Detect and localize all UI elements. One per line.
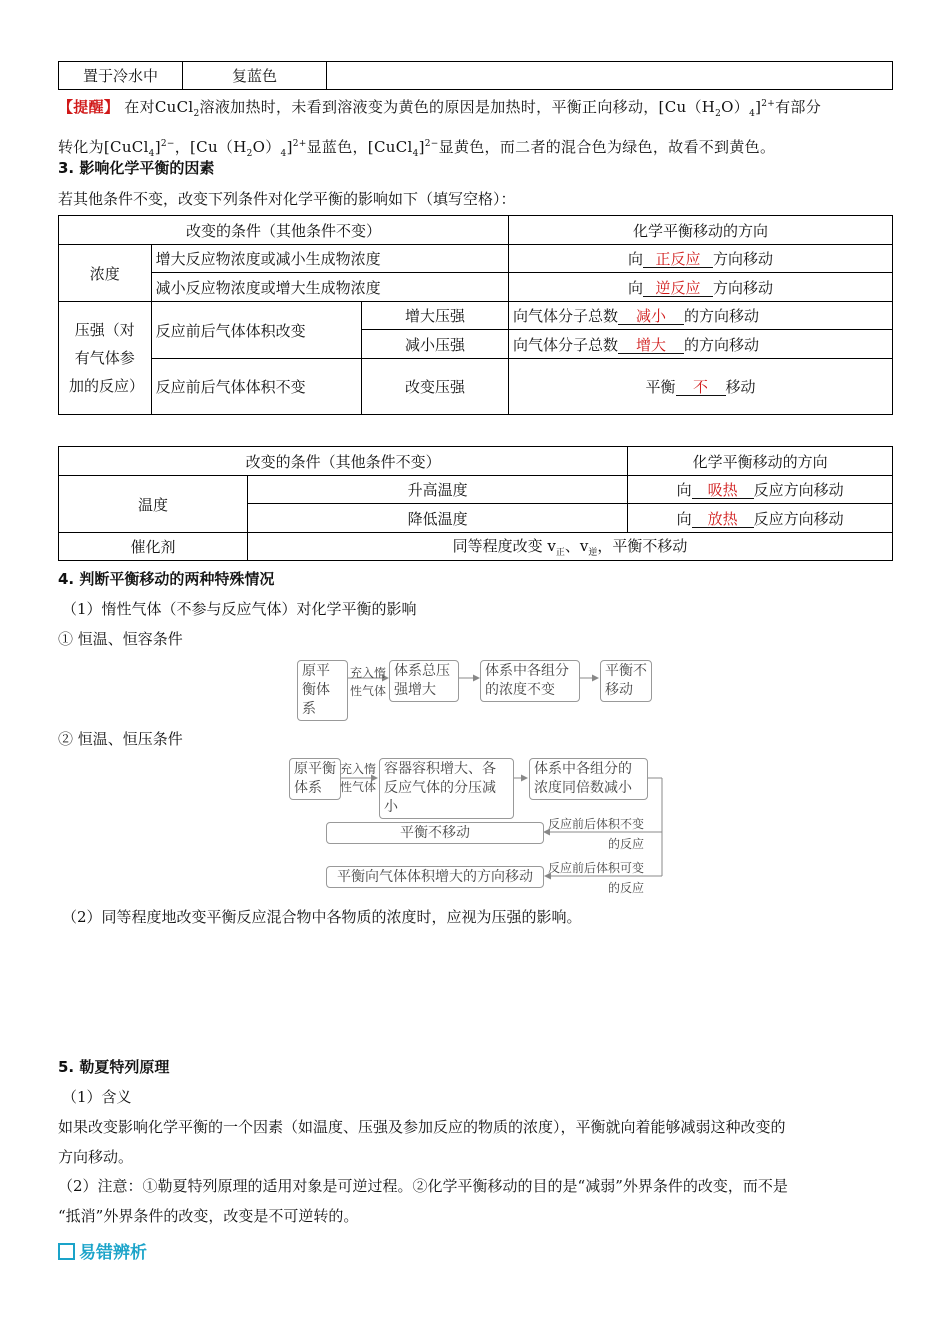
gas-prefix: 向气体分子总数 <box>513 307 619 325</box>
catalyst-text: ，平衡不移动 <box>597 537 688 555</box>
blank-endo <box>692 482 754 499</box>
dec-pressure-direction <box>509 330 893 359</box>
dir-suffix: 反应方向移动 <box>753 481 844 499</box>
flow1-arrow-label: 充入惰性气体 <box>350 666 387 698</box>
section5-note <box>58 1171 890 1231</box>
answer-exo: 放热 <box>707 509 738 528</box>
flow2-concentration-decrease: 体系中各组分的浓度同倍数减小 <box>529 758 648 800</box>
top-cell-condition: 置于冷水中 <box>59 62 183 90</box>
raise-temp-label: 升高温度 <box>248 476 628 504</box>
answer-endo: 吸热 <box>707 481 738 499</box>
section4-sub2: （2）同等程度地改变平衡反应混合物中各物质的浓度时，应视为压强的影响。 <box>62 908 582 926</box>
reminder-text: 溶液加热时，未看到溶液变为黄色的原因是加热时，平衡正向移动，[Cu（H <box>199 98 716 116</box>
flow2-arrow-label: 充入惰性气体 <box>340 762 377 794</box>
answer-decrease: 减小 <box>636 307 667 325</box>
subscript: 2 <box>246 149 253 159</box>
subscript: 4 <box>749 109 756 119</box>
blank-reverse <box>643 280 713 297</box>
meaning-text: 方向移动。 <box>58 1148 134 1166</box>
catalyst-label: 催化剂 <box>59 533 248 561</box>
flow2-cond-unchanged-volume: 反应前后体积不变的反应 <box>548 817 645 851</box>
reminder-text: ，[Cu（H <box>174 138 247 156</box>
answer-reverse: 逆反应 <box>655 278 701 297</box>
flow1-no-shift: 平衡不移动 <box>600 660 652 702</box>
dir-prefix: 向 <box>676 509 692 528</box>
superscript: 2+ <box>292 139 307 149</box>
reminder-text: 有部分 <box>775 98 822 116</box>
dec-pressure-label: 减小压强 <box>362 330 509 359</box>
section5-title: 5. 勒夏特列原理 <box>58 1058 170 1076</box>
catalyst-effect <box>248 533 893 561</box>
superscript: 2− <box>160 139 175 149</box>
top-cell-color: 复蓝色 <box>183 62 327 90</box>
conc-row2-condition: 减小反应物浓度或增大生成物浓度 <box>151 273 508 302</box>
pressure-label: 压强（对有气体参加的反应） <box>59 302 152 415</box>
dir-suffix: 方向移动 <box>713 278 774 297</box>
reminder-text: 在对 <box>124 98 155 116</box>
section3-intro: 若其他条件不变，改变下列条件对化学平衡的影响如下（填写空格）： <box>58 190 516 208</box>
flow2-volume-increase: 容器容积增大、各反应气体的分压减小 <box>379 758 514 819</box>
inc-pressure-label: 增大压强 <box>362 302 509 330</box>
reminder-text: O） <box>721 98 750 116</box>
section4-title: 4. 判断平衡移动的两种特殊情况 <box>58 570 275 588</box>
subscript: 逆 <box>588 548 598 558</box>
balance-suffix: 移动 <box>725 378 756 396</box>
flow1-original-system: 原平衡体系 <box>297 660 348 721</box>
subscript: 4 <box>280 149 287 159</box>
balance-prefix: 平衡 <box>645 378 676 396</box>
answer-forward: 正反应 <box>655 250 701 268</box>
section5-meaning <box>58 1112 890 1172</box>
inc-pressure-direction <box>509 302 893 330</box>
top-table <box>58 61 893 90</box>
table1-header-direction: 化学平衡移动的方向 <box>509 216 893 245</box>
reminder-text: ] <box>286 138 293 156</box>
superscript: 2+ <box>761 99 776 109</box>
table2-header-direction: 化学平衡移动的方向 <box>628 447 893 476</box>
reminder-text: 显蓝色，[CuCl <box>306 138 413 156</box>
gas-suffix: 的方向移动 <box>684 335 760 354</box>
case1-label: ① 恒温、恒容条件 <box>58 630 183 648</box>
blank-increase <box>618 337 684 354</box>
top-cell-empty <box>327 62 893 90</box>
reminder-text: ] <box>755 98 762 116</box>
section3-title: 3. 影响化学平衡的因素 <box>58 159 215 177</box>
reminder-text: 显黄色，而二者的混合色为绿色，故看不到黄色。 <box>438 138 776 156</box>
section5-sub1: （1）含义 <box>62 1088 132 1106</box>
catalyst-text: 、v <box>564 537 589 555</box>
gas-suffix: 的方向移动 <box>684 307 760 325</box>
subscript: 4 <box>148 149 155 159</box>
formula-cucl2: CuCl <box>154 98 194 116</box>
flow2-result-no-shift: 平衡不移动 <box>326 822 544 844</box>
reminder-text: ] <box>154 138 161 156</box>
dir-suffix: 方向移动 <box>713 250 774 268</box>
flow1-concentration-unchanged: 体系中各组分的浓度不变 <box>480 660 580 702</box>
note-text: “抵消”外界条件的改变，改变是不可逆转的。 <box>58 1207 359 1225</box>
change-pressure-label: 改变压强 <box>362 359 509 415</box>
dir-prefix: 向 <box>627 278 643 297</box>
answer-no: 不 <box>692 378 708 396</box>
section4-sub1: （1）惰性气体（不参与反应气体）对化学平衡的影响 <box>62 600 417 618</box>
reminder-text: 转化为[CuCl <box>58 138 149 156</box>
dir-suffix: 反应方向移动 <box>753 509 844 528</box>
case2-label: ② 恒温、恒压条件 <box>58 730 183 748</box>
vol-change-label: 反应前后气体体积改变 <box>151 302 361 359</box>
note-text: （2）注意：①勒夏特列原理的适用对象是可逆过程。②化学平衡移动的目的是“减弱”外界条件的改变，而不是 <box>58 1177 788 1195</box>
reminder-text: O） <box>252 138 281 156</box>
concentration-label: 浓度 <box>59 245 152 302</box>
flow1-pressure-increase: 体系总压强增大 <box>389 660 459 702</box>
gas-prefix: 向气体分子总数 <box>513 335 619 354</box>
blank-decrease <box>618 308 684 325</box>
checkbox-square-icon <box>58 1243 75 1260</box>
raise-temp-direction <box>628 476 893 504</box>
flow2-cond-variable-volume: 反应前后体积可变的反应 <box>548 861 645 895</box>
conc-row1-condition: 增大反应物浓度或减小生成物浓度 <box>151 245 508 273</box>
vol-nochange-label: 反应前后气体体积不变 <box>151 359 361 415</box>
subscript: 2 <box>715 109 722 119</box>
reminder-text: ] <box>418 138 425 156</box>
meaning-text: 如果改变影响化学平衡的一个因素（如温度、压强及参加反应的物质的浓度），平衡就向着能够减弱这种改变的 <box>58 1118 786 1136</box>
factors-table <box>58 215 893 415</box>
pitfall-title: 易错辨析 <box>79 1243 147 1263</box>
temperature-label: 温度 <box>59 476 248 533</box>
reminder-label: 【提醒】 <box>58 98 120 116</box>
subscript: 正 <box>555 548 565 558</box>
conc-row2-direction <box>509 273 893 302</box>
catalyst-text: 同等程度改变 v <box>452 537 556 555</box>
dir-prefix: 向 <box>676 481 692 499</box>
flow2-original-system: 原平衡体系 <box>289 758 341 800</box>
lower-temp-direction <box>628 504 893 533</box>
superscript: 2− <box>424 139 439 149</box>
change-pressure-direction <box>509 359 893 415</box>
table1-header-condition: 改变的条件（其他条件不变） <box>59 216 509 245</box>
dir-prefix: 向 <box>627 250 643 268</box>
subscript: 4 <box>412 149 419 159</box>
blank-exo <box>692 511 754 528</box>
lower-temp-label: 降低温度 <box>248 504 628 533</box>
flow2-result-shift-larger-volume: 平衡向气体体积增大的方向移动 <box>326 866 544 888</box>
blank-no <box>676 379 726 396</box>
subscript: 2 <box>193 109 200 119</box>
temperature-table <box>58 446 893 561</box>
table2-header-condition: 改变的条件（其他条件不变） <box>59 447 628 476</box>
conc-row1-direction <box>509 245 893 273</box>
blank-forward <box>643 251 713 268</box>
pitfall-section-heading <box>58 1238 147 1263</box>
answer-increase: 增大 <box>636 335 667 354</box>
